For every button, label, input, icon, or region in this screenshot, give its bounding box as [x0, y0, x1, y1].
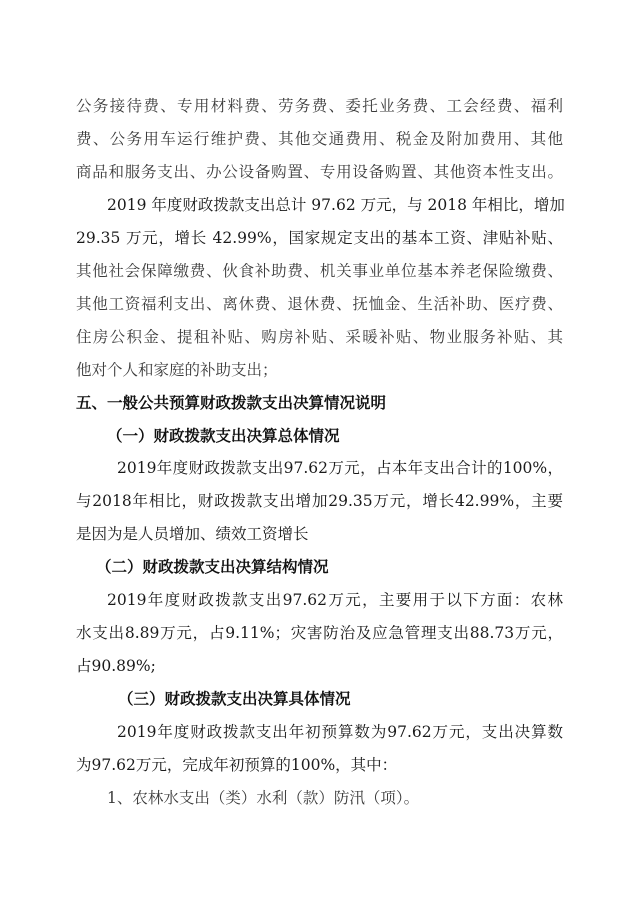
paragraph-line: 占90.89%;: [76, 657, 156, 675]
paragraph-line: 水支出8.89万元，占9.11%；灾害防治及应急管理支出88.73万元，: [76, 624, 563, 642]
paragraph-line: 他对个人和家庭的补助支出；: [76, 361, 278, 379]
paragraph-line: 其他工资福利支出、离休费、退休费、抚恤金、生活补助、医疗费、: [76, 295, 563, 313]
paragraph-line: 商品和服务支出、办公设备购置、专用设备购置、其他资本性支出。: [76, 163, 563, 181]
subsection-heading: （二）财政拨款支出决算结构情况: [96, 558, 329, 576]
paragraph-line: 1、农林水支出（类）水利（款）防汛（项）。: [107, 789, 420, 807]
paragraph-line: 为97.62万元，完成年初预算的100%，其中：: [76, 756, 398, 774]
paragraph-line: 29.35 万元，增长 42.99%，国家规定支出的基本工资、津贴补贴、: [76, 229, 563, 247]
section-heading: 五、一般公共预算财政拨款支出决算情况说明: [76, 394, 387, 412]
paragraph-line: 与2018年相比，财政拨款支出增加29.35万元，增长42.99%，主要: [76, 492, 563, 510]
subsection-heading: （一）财政拨款支出决算总体情况: [107, 427, 340, 445]
paragraph-line: 公务接待费、专用材料费、劳务费、委托业务费、工会经费、福利: [76, 97, 563, 115]
paragraph-line: 2019 年度财政拨款支出总计 97.62 万元，与 2018 年相比，增加: [107, 196, 565, 214]
paragraph-line: 其他社会保障缴费、伙食补助费、机关事业单位基本养老保险缴费、: [76, 262, 563, 280]
paragraph-line: 费、公务用车运行维护费、其他交通费用、税金及附加费用、其他: [76, 130, 563, 148]
paragraph-line: 是因为是人员增加、绩效工资增长: [76, 525, 309, 543]
paragraph-line: 2019年度财政拨款支出97.62万元，主要用于以下方面：农林: [107, 591, 563, 609]
subsection-heading: （三）财政拨款支出决算具体情况: [118, 690, 351, 708]
paragraph-line: 住房公积金、提租补贴、购房补贴、采暖补贴、物业服务补贴、其: [76, 328, 563, 346]
paragraph-line: 2019年度财政拨款支出年初预算数为97.62万元，支出决算数: [117, 723, 563, 741]
paragraph-line: 2019年度财政拨款支出97.62万元，占本年支出合计的100%，: [117, 459, 563, 477]
